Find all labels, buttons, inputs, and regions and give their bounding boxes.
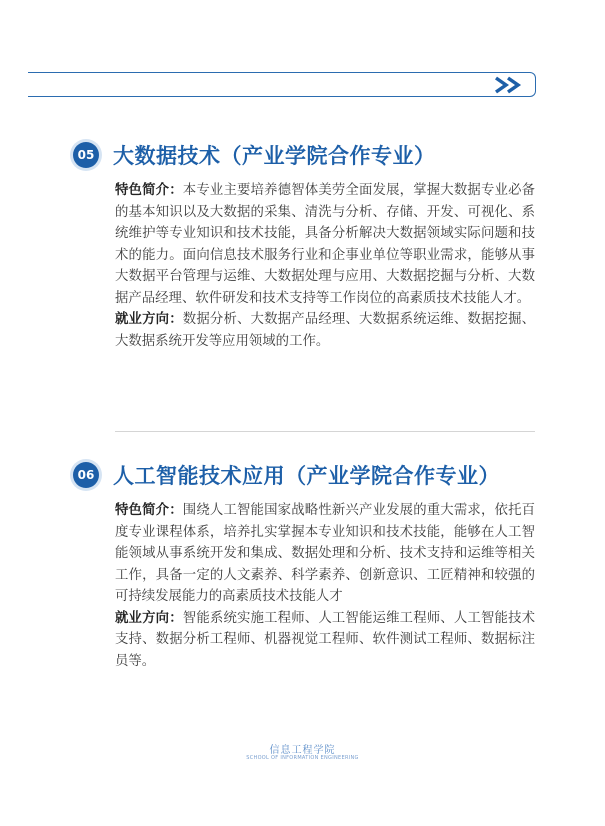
section-divider — [115, 431, 535, 432]
career-label: 就业方向： — [115, 610, 183, 626]
features-text: 本专业主要培养德智体美劳全面发展，掌握大数据专业必备的基本知识以及大数据的采集、清洗与分析、存储、开发、可视化、系统维护等专业知识和技术技能，具备分析解决大数据领域实际问题和技术的能力。面向信息技术服务行业和企事业单位等职业需求，能够从事大数据平台管理与运维、大数据处理与应用、大数据挖掘与分析、大数据产品经理、软件研发和技术支持等工作岗位的高素质技术技能人才。 — [115, 183, 536, 306]
footer-school-name-en: SCHOOL OF INFORMATION ENGINEERING — [246, 755, 359, 761]
section-body-05 — [115, 180, 535, 352]
section-title: 大数据技术（产业学院合作专业） — [113, 144, 436, 168]
career-paragraph — [115, 608, 535, 673]
section-header-05 — [73, 140, 436, 170]
section-header-06 — [73, 460, 500, 490]
features-text: 围绕人工智能国家战略性新兴产业发展的重大需求，依托百度专业课程体系，培养扎实掌握本专业知识和技术技能，能够在人工智能领域从事系统开发和集成、数据处理和分析、技术支持和运维等相关工作，具备一定的人文素养、科学素养、创新意识、工匠精神和较强的可持续发展能力的高素质技术技能人才 — [115, 503, 536, 604]
section-title: 人工智能技术应用（产业学院合作专业） — [113, 464, 500, 488]
section-number-badge: 06 — [73, 462, 99, 488]
career-paragraph — [115, 309, 535, 352]
career-text: 数据分析、大数据产品经理、大数据系统运维、数据挖掘、大数据系统开发等应用领域的工作。 — [115, 312, 536, 349]
features-label: 特色简介： — [115, 183, 183, 198]
features-paragraph — [115, 180, 535, 309]
footer-school-name: 信息工程学院 — [269, 745, 336, 756]
section-body-06 — [115, 500, 535, 672]
features-paragraph — [115, 500, 535, 608]
double-chevron-right-icon — [494, 76, 528, 94]
features-label: 特色简介： — [115, 503, 183, 518]
section-number-badge: 05 — [73, 142, 99, 168]
career-text: 智能系统实施工程师、人工智能运维工程师、人工智能技术支持、数据分析工程师、机器视觉工程师、软件测试工程师、数据标注员等。 — [115, 610, 536, 669]
career-label: 就业方向： — [115, 312, 183, 327]
header-bar — [28, 72, 536, 97]
